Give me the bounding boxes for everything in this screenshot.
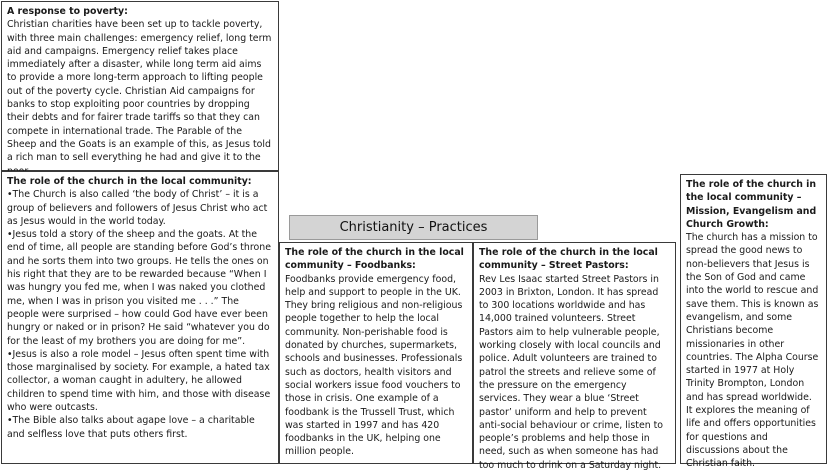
- mission-box: [680, 174, 827, 470]
- sheep-and-goats-bullet: •Jesus told a story of the sheep and the goats. At the end of time, all people are standing before God’s throne and he sorts them into two groups. He tells the ones on his right that they are to be rewarded because “When I was hungry you fed me, when I was naked you clothed me, when I was in prison you visited me . . .” The people were surprised – how could God have ever been hungry or naked or in prison? He said “whatever you do for the least of my brothers you are doing for me”.: [7, 229, 271, 347]
- role-model-bullet: •Jesus is also a role model – Jesus often spent time with those marginalised by society. For example, a hated tax collector, a woman caught in adultery, he allowed children to spend time with him, and those with disease who were outcasts.: [7, 348, 271, 414]
- street-pastors-heading: The role of the church in the local community – Street Pastors:: [479, 247, 658, 272]
- foodbanks-box: [279, 242, 473, 464]
- foodbanks-heading: The role of the church in the local community – Foodbanks:: [285, 247, 464, 272]
- local-community-box: [1, 171, 279, 464]
- agape-love-bullet: •The Bible also talks about agape love – a charitable and selfless love that puts others first.: [7, 415, 255, 440]
- local-community-heading: The role of the church in the local community:: [7, 176, 252, 187]
- street-pastors-body: Rev Les Isaac started Street Pastors in 2003 in Brixton, London. It has spread to 300 locations worldwide and has 14,000 trained volunteers. Street Pastors aim to help vulnerable people, working closely with local councils and police. Adult volunteers are trained to patrol the streets and relieve some of the pressure on the emergency services. They wear a blue ‘Street pastor’ uniform and help to prevent anti-social behaviour or crime, listen to people’s problems and help those in need, such as when someone has had too much to drink on a Saturday night.: [479, 273, 664, 471]
- body-of-christ-bullet: •The Church is also called ‘the body of Christ’ – it is a group of believers and followers of Jesus Christ who act as Jesus would in the world today.: [7, 189, 268, 227]
- mission-body: The church has a mission to spread the good news to non-believers that Jesus is the Son of God and came into the world to rescue and save them. This is known as evangelism, and some Christians become missionaries in other countries. The Alpha Course started in 1977 at Holy Trinity Brompton, London and has spread worldwide. It explores the meaning of life and offers opportunities for questions and discussions about the Christian faith.: [686, 232, 819, 470]
- mission-heading: The role of the church in the local community – Mission, Evangelism and Church Growth:: [686, 179, 817, 230]
- street-pastors-box: [473, 242, 676, 471]
- poverty-box: [1, 1, 279, 171]
- poverty-body: Christian charities have been set up to tackle poverty, with three main challenges: emergency relief, long term aid and campaigns. Emergency relief takes place immediately after a disaster, while long term aid aims to provide a more long-term approach to lifting people out of the poverty cycle. Christian Aid campaigns for banks to stop exploiting poor countries by dropping their debts and for fairer trade tariffs so that they can compete in international trade. The Parable of the Sheep and the Goats is an example of this, as Jesus told a rich man to sell everything he had and give it to the: [7, 19, 272, 164]
- foodbanks-body: Foodbanks provide emergency food, help and support to people in the UK. They bring religious and non-religious people together to help the local community. Non-perishable food is donated by churches, supermarkets, schools and businesses. Professionals such as doctors, health visitors and social workers issue food vouchers to those in crisis. One example of a foodbank is the Trussell Trust, which was started in 1997 and has 420 foodbanks in the UK, helping one million people.: [285, 273, 463, 458]
- poverty-heading: A response to poverty:: [7, 6, 128, 17]
- page-title: Christianity – Practices: [289, 215, 538, 240]
